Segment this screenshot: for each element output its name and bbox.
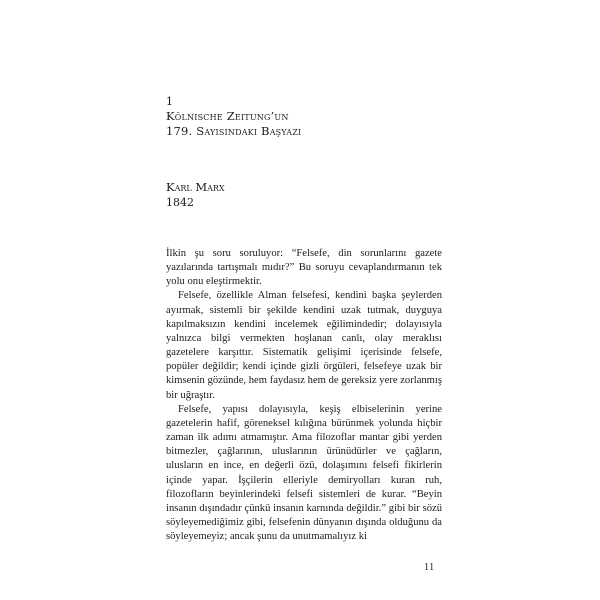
- chapter-title-line-1: Kölnische Zeitung’un: [166, 109, 289, 123]
- chapter-heading: [166, 94, 301, 139]
- publication-year: 1842: [166, 196, 194, 209]
- page-number: 11: [424, 562, 435, 573]
- chapter-number: 1: [166, 95, 174, 108]
- body-text: [166, 247, 442, 544]
- byline: [166, 180, 225, 210]
- chapter-title-line-2: 179. Sayısındakı Başyazı: [166, 124, 302, 138]
- paragraph-2: Felsefe, özellikle Alman felsefesi, kendini başka şeylerden ayırmak, sistemli bir şekilde kendini uzak tutmak, duyguya kapılmaksızın kendini incelemek eğilimindedir; dolayısıyla yalnızca bilgi vermekten hoşlanan canlı, olay meraklısı gazetelere karşıttır. Sistematik gelişimi içerisinde felsefe, popüler değildir; kendi içinde gizli örgüleri, felsefeye uzak bir kimsenin gözünde, hem faydasız hem de gereksiz yere zorlanmış bir uğraştır.: [166, 290, 442, 401]
- author-name: Karl Marx: [166, 180, 225, 194]
- paragraph-3: Felsefe, yapısı dolayısıyla, keşiş elbiselerinin yerine gazetelerin hafif, göreneksel kılığına bürünmek yolunda hiçbir zaman ilk adımı atmamıştır. Ama filozoflar mantar gibi yerden bitmezler, çağlarının, uluslarının ürünüdürler ve çağların, ulusların en ince, en değerli özü, dolaşımını felsefi fikirlerin içinde yapar. İşçilerin elleriyle demiryolları kuran ruh, filozofların beyinlerindeki felsefi sistemleri de kurar. “Beyin insanın dışındadır çünkü insanın karnında değildir.” gibi bir sözü söyleyemediğimiz gibi, felsefenin dünyanın dışında olduğunu da söyleyemeyiz; ancak şunu da unutmamalıyız ki: [166, 403, 442, 543]
- paragraph-1: İlkin şu soru soruluyor: “Felsefe, din sorunlarını gazete yazılarında tartışmalı mıdır?” Bu soruyu cevaplandırmanın tek yolu onu eleştirmektir.: [166, 248, 442, 288]
